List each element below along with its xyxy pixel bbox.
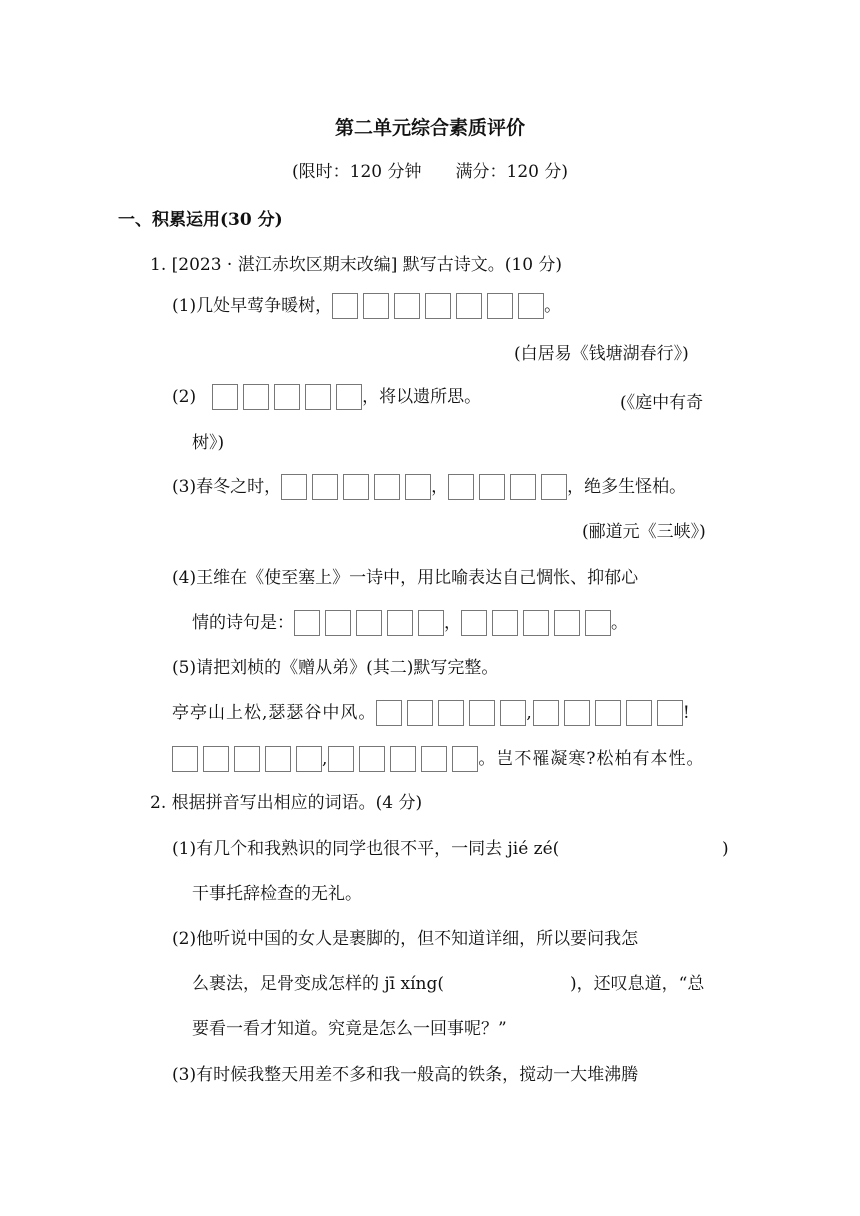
answer-box[interactable]: [533, 700, 559, 726]
answer-box[interactable]: [172, 746, 198, 772]
answer-box[interactable]: [387, 610, 413, 636]
answer-box[interactable]: [374, 474, 400, 500]
answer-box[interactable]: [274, 384, 300, 410]
section-heading: 一、积累运用(30 分): [118, 210, 283, 230]
q1-item-2: [172, 384, 481, 410]
answer-box[interactable]: [456, 293, 482, 319]
q2-item-1-line1: (1)有几个和我熟识的同学也很不平，一同去 jié zé(: [172, 839, 560, 859]
q1-item-2-source: (《庭中有奇: [620, 393, 704, 413]
q2-item-2-line2-pre: 么裹法，足骨变成怎样的 jī xíng(: [192, 974, 445, 994]
q1-item-2-source-cont: 树》): [192, 433, 225, 453]
q1-item-2-suffix: ，将以遗所思。: [362, 387, 482, 407]
answer-box[interactable]: [469, 700, 495, 726]
q1-item-1-suffix: 。: [544, 296, 562, 316]
q1-item-4-comma: ，: [444, 613, 461, 633]
answer-box[interactable]: [343, 474, 369, 500]
answer-box[interactable]: [492, 610, 518, 636]
answer-box-group: [212, 384, 362, 410]
answer-box[interactable]: [657, 700, 683, 726]
answer-box[interactable]: [461, 610, 487, 636]
q1-item-5-line2: [172, 700, 691, 726]
answer-box[interactable]: [405, 474, 431, 500]
question-2-stem: 2. 根据拼音写出相应的词语。(4 分): [150, 793, 423, 813]
answer-box[interactable]: [518, 293, 544, 319]
q1-item-1-source: (白居易《钱塘湖春行》): [514, 344, 689, 364]
question-1-stem: 1. [2023 · 湛江赤坎区期末改编] 默写古诗文。(10 分): [150, 255, 563, 275]
q2-item-1-line2: 干事托辞检查的无礼。: [192, 884, 362, 904]
answer-box[interactable]: [359, 746, 385, 772]
answer-box[interactable]: [265, 746, 291, 772]
answer-box-group: [294, 610, 444, 636]
answer-box[interactable]: [336, 384, 362, 410]
answer-box[interactable]: [595, 700, 621, 726]
answer-box[interactable]: [394, 293, 420, 319]
answer-box[interactable]: [296, 746, 322, 772]
answer-box[interactable]: [452, 746, 478, 772]
q1-item-5-line3: [172, 746, 705, 772]
answer-box[interactable]: [203, 746, 229, 772]
answer-box[interactable]: [479, 474, 505, 500]
answer-box[interactable]: [523, 610, 549, 636]
answer-box[interactable]: [438, 700, 464, 726]
answer-box[interactable]: [234, 746, 260, 772]
q2-item-2-line1: (2)他听说中国的女人是裹脚的，但不知道详细，所以要问我怎: [172, 929, 639, 949]
answer-box-group: [281, 474, 431, 500]
q1-item-5-comma2: ,: [322, 749, 329, 769]
answer-box-group: [172, 746, 322, 772]
answer-box-group: [328, 746, 478, 772]
q2-item-1-close: ): [722, 839, 729, 859]
q1-item-5-line1: (5)请把刘桢的《赠从弟》(其二)默写完整。: [172, 658, 499, 678]
answer-box[interactable]: [376, 700, 402, 726]
q1-item-3: [172, 474, 686, 500]
answer-box[interactable]: [281, 474, 307, 500]
answer-box[interactable]: [448, 474, 474, 500]
answer-box[interactable]: [243, 384, 269, 410]
q1-item-4-suffix: 。: [611, 613, 628, 633]
answer-box[interactable]: [328, 746, 354, 772]
q1-item-3-suffix: ，绝多生怪柏。: [567, 477, 687, 497]
q1-item-1: [172, 293, 561, 319]
q2-item-2-line2-post: )，还叹息道，“总: [570, 974, 705, 994]
answer-box[interactable]: [564, 700, 590, 726]
answer-box[interactable]: [325, 610, 351, 636]
exam-info: (限时：120 分钟 满分：120 分): [292, 162, 568, 182]
page-title: 第二单元综合素质评价: [334, 117, 525, 139]
q1-item-3-comma: ，: [431, 477, 449, 497]
answer-box[interactable]: [356, 610, 382, 636]
answer-box-group: [461, 610, 611, 636]
answer-box[interactable]: [407, 700, 433, 726]
answer-box[interactable]: [554, 610, 580, 636]
answer-box[interactable]: [421, 746, 447, 772]
q1-item-1-prefix: (1)几处早莺争暖树，: [172, 296, 333, 316]
answer-box[interactable]: [418, 610, 444, 636]
answer-box[interactable]: [510, 474, 536, 500]
answer-box[interactable]: [332, 293, 358, 319]
answer-box[interactable]: [541, 474, 567, 500]
q2-item-3-line1: (3)有时候我整天用差不多和我一般高的铁条，搅动一大堆沸腾: [172, 1065, 639, 1085]
answer-box-group: [332, 293, 544, 319]
q1-item-3-prefix: (3)春冬之时，: [172, 477, 282, 497]
answer-box[interactable]: [585, 610, 611, 636]
answer-box-group: [376, 700, 526, 726]
answer-box[interactable]: [212, 384, 238, 410]
answer-box[interactable]: [626, 700, 652, 726]
answer-box[interactable]: [294, 610, 320, 636]
answer-box-group: [448, 474, 567, 500]
answer-box-group: [533, 700, 683, 726]
q1-item-4: [192, 610, 628, 636]
q1-item-4-line1: (4)王维在《使至塞上》一诗中，用比喻表达自己惆怅、抑郁心: [172, 568, 639, 588]
answer-box[interactable]: [363, 293, 389, 319]
answer-box[interactable]: [487, 293, 513, 319]
q1-item-5-excl: !: [682, 703, 691, 723]
q1-item-5-prefix: 亭亭山上松,瑟瑟谷中风。: [172, 703, 377, 723]
q1-item-4-prefix: 情的诗句是：: [192, 613, 294, 633]
answer-box[interactable]: [425, 293, 451, 319]
q1-item-5-comma: ,: [526, 703, 533, 723]
answer-box[interactable]: [312, 474, 338, 500]
q1-item-3-source: (郦道元《三峡》): [582, 522, 706, 542]
q2-item-2-line3: 要看一看才知道。究竟是怎么一回事呢？”: [192, 1019, 507, 1039]
q1-item-2-prefix: (2): [172, 387, 197, 407]
answer-box[interactable]: [390, 746, 416, 772]
q1-item-5-suffix: 。岂不罹凝寒?松柏有本性。: [478, 749, 705, 769]
answer-box[interactable]: [500, 700, 526, 726]
answer-box[interactable]: [305, 384, 331, 410]
